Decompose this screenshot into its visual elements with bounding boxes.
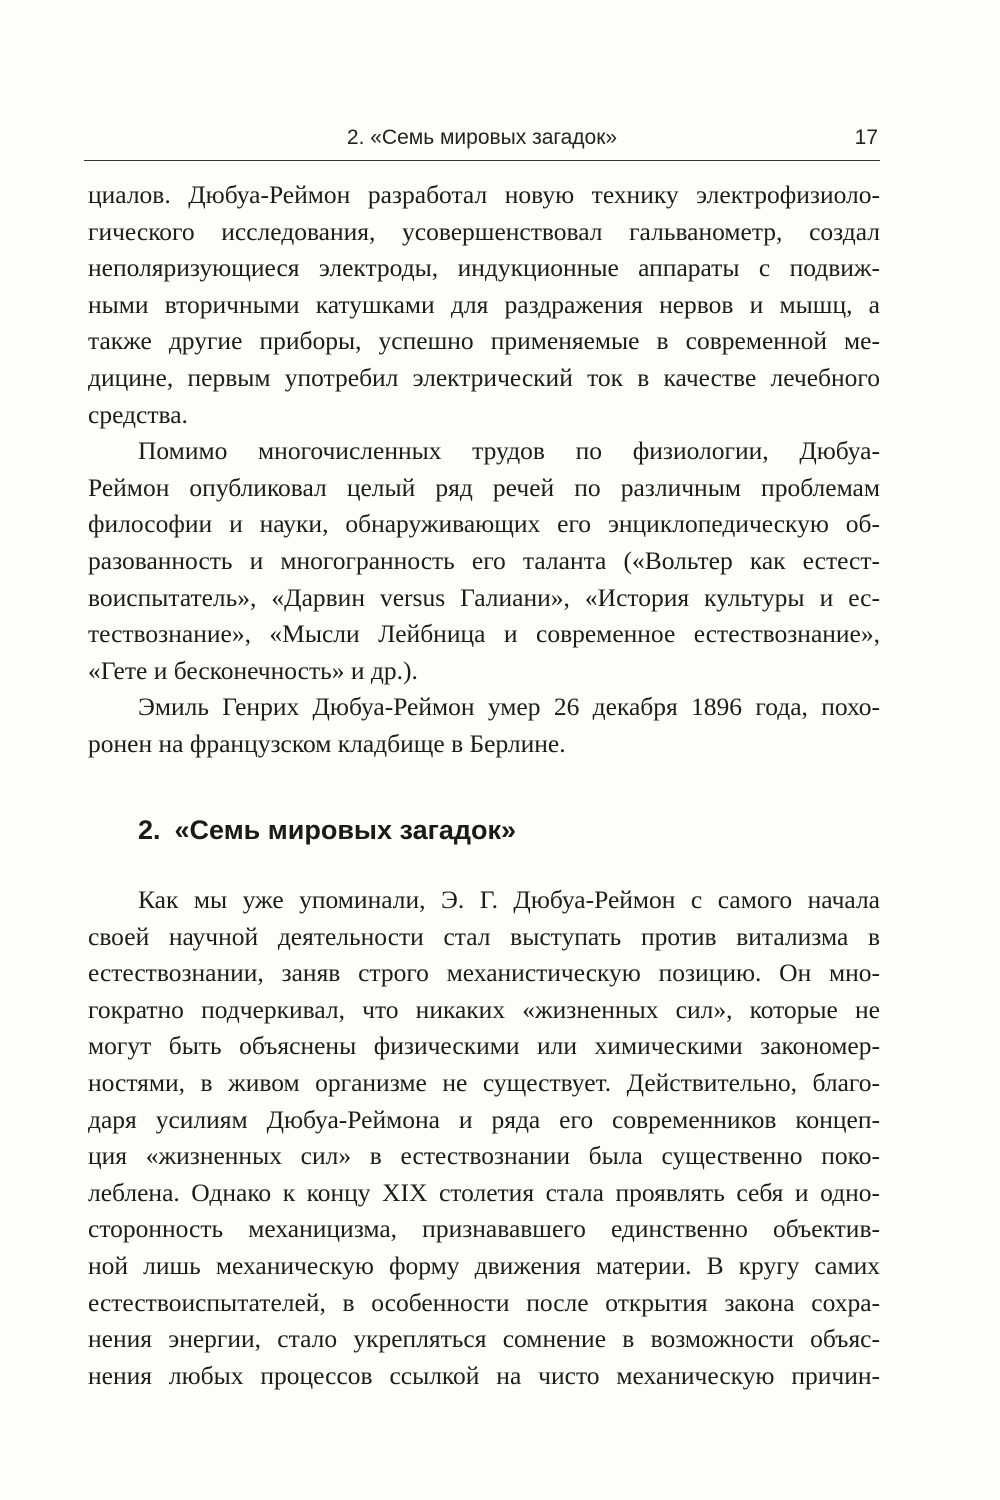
section-heading [88, 815, 880, 846]
paragraph [88, 177, 880, 433]
section-number: 2. [138, 815, 161, 845]
text-line: нения энергии, стало укрепляться сомнение в возможности объяс- [88, 1324, 880, 1354]
text-line: Реймон опубликовал целый ряд речей по различным проблемам [88, 472, 880, 502]
body-text-top [88, 177, 880, 763]
paragraph [88, 689, 880, 762]
text-line: своей научной деятельности стал выступать против витализма в [88, 921, 880, 951]
text-line: нения любых процессов ссылкой на чисто механическую причин- [88, 1360, 880, 1390]
text-line: воиспытатель», «Дарвин versus Галиани», «История культуры и ес- [88, 582, 880, 612]
text-line: философии и науки, обнаруживающих его энциклопедическую об- [88, 509, 880, 539]
text-line: циалов. Дюбуа-Реймон разработал новую технику электрофизиоло- [88, 180, 880, 209]
text-line: Как мы уже упоминали, Э. Г. Дюбуа-Реймон с самого начала [138, 885, 880, 914]
text-line: ными вторичными катушками для раздражения нервов и мышц, а [88, 289, 880, 319]
page-number: 17 [854, 126, 878, 149]
text-line: «Гете и бесконечность» и др.). [88, 655, 418, 685]
text-line: сторонность механицизма, признававшего единственно объектив- [88, 1214, 880, 1244]
text-line: даря усилиям Дюбуа-Реймона и ряда его современников концеп- [88, 1104, 880, 1134]
section-title: «Семь мировых загадок» [174, 815, 517, 845]
text-line: гократно подчеркивал, что никаких «жизненных сил», которые не [88, 994, 880, 1024]
text-line: могут быть объяснены физическими или химическими закономер- [88, 1031, 880, 1061]
paragraph [88, 882, 880, 1394]
text-line: Помимо многочисленных трудов по физиологии, Дюбуа- [138, 436, 880, 466]
running-head [84, 123, 880, 157]
paragraph [88, 433, 880, 689]
text-line: дицине, первым употребил электрический ток в качестве лечебного [88, 362, 880, 392]
text-line: неполяризующиеся электроды, индукционные аппараты с подвиж- [88, 253, 880, 283]
body-text-bottom [88, 882, 880, 1394]
text-line: тествознание», «Мысли Лейбница и современное естествознание», [88, 619, 880, 649]
text-line: гического исследования, усовершенствовал гальванометр, создал [88, 216, 880, 246]
text-line: ронен на французском кладбище в Берлине. [88, 728, 566, 758]
text-line: ностями, в живом организме не существует. Действительно, благо- [88, 1067, 880, 1097]
text-line: леблена. Однако к концу XIX столетия стала проявлять себя и одно- [88, 1177, 880, 1207]
text-line: также другие приборы, успешно применяемые в современной ме- [88, 326, 880, 356]
text-line: естествознании, заняв строго механистическую позицию. Он мно- [88, 958, 880, 988]
text-line: Эмиль Генрих Дюбуа-Реймон умер 26 декабря 1896 года, похо- [138, 692, 880, 722]
text-line: средства. [88, 399, 188, 429]
text-line: естествоиспытателей, в особенности после открытия закона сохра- [88, 1287, 880, 1317]
header-rule [84, 160, 880, 161]
text-line: ной лишь механическую форму движения материи. В кругу самих [88, 1250, 880, 1280]
text-line: разованность и многогранность его таланта («Вольтер как естест- [88, 545, 880, 575]
text-line: ция «жизненных сил» в естествознании была существенно поко- [88, 1141, 880, 1171]
running-head-title: 2. «Семь мировых загадок» [346, 126, 618, 149]
